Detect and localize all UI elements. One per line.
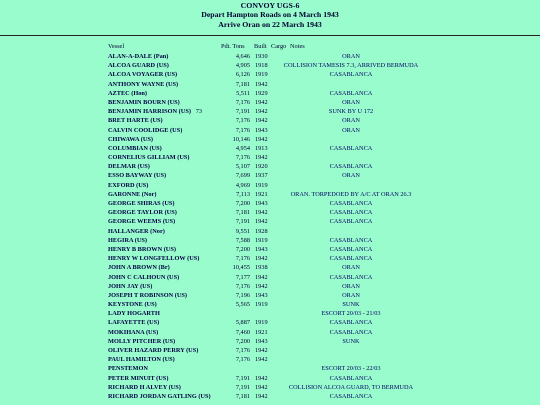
built-year: 1942 <box>255 255 268 263</box>
tonnage: 5,511 <box>236 89 250 97</box>
table-row <box>0 355 540 364</box>
tonnage: 7,191 <box>235 108 250 116</box>
built-year: 1918 <box>255 62 268 70</box>
tonnage: 7,200 <box>235 200 250 207</box>
vessel-name: JOHN A BROWN (Br) <box>108 264 170 272</box>
vessel-name: LADY HOGARTH <box>108 310 160 318</box>
tonnage: 7,191 <box>235 374 250 382</box>
notes: ORAN <box>342 126 360 134</box>
table-row <box>0 273 540 282</box>
vessel-name: KEYSTONE (US) <box>108 301 157 309</box>
table-row <box>0 162 540 171</box>
built-year: 1921 <box>255 328 268 336</box>
notes: CASABLANCA <box>329 328 373 336</box>
notes: CASABLANCA <box>329 163 373 171</box>
table-row <box>0 328 540 337</box>
notes: CASABLANCA <box>329 218 373 226</box>
tonnage: 7,176 <box>235 347 250 354</box>
tonnage: 7,200 <box>235 245 250 253</box>
built-year: 1942 <box>255 117 268 125</box>
table-row <box>0 98 540 107</box>
table-row <box>0 291 540 300</box>
notes: CASABLANCA <box>329 236 373 244</box>
tonnage: 7,176 <box>235 126 250 134</box>
tonnage: 7,176 <box>235 282 250 290</box>
notes: SUNK BY U 172 <box>328 108 374 116</box>
notes: ORAN. TORPEDOED BY A/C AT ORAN 26.3 <box>290 190 412 198</box>
tonnage: 7,196 <box>235 291 250 299</box>
built-year: 1920 <box>255 163 268 171</box>
table-row <box>0 144 540 153</box>
built-year: 1943 <box>255 126 268 134</box>
table-row <box>0 254 540 263</box>
notes: COLLISION TAMESIS 7.3, ARRIVED BERMUDA <box>283 62 419 70</box>
built-year: 1919 <box>255 71 268 79</box>
tonnage: 5,887 <box>235 319 250 327</box>
notes: ORAN <box>342 264 360 272</box>
vessel-name: AZTEC (Hon) <box>108 89 148 97</box>
vessel-name: ANTHONY WAYNE (US) <box>108 80 179 88</box>
notes: ESCORT 20/03 - 22/03 <box>321 365 381 373</box>
column-header-vessel: Vessel <box>108 43 125 50</box>
notes: ORAN <box>342 53 360 60</box>
table-row <box>0 116 540 125</box>
tonnage: 10,146 <box>232 135 250 143</box>
vessel-name: GEORGE TAYLOR (US) <box>108 209 177 217</box>
tonnage: 7,113 <box>236 190 250 198</box>
tonnage: 7,176 <box>235 255 250 263</box>
built-year: 1942 <box>255 135 268 143</box>
built-year: 1937 <box>255 172 268 180</box>
built-year: 1930 <box>255 53 268 60</box>
notes: CASABLANCA <box>329 89 373 97</box>
vessel-name: HALLANGER (Nor) <box>108 227 165 235</box>
vessel-name: GEORGE SHIRAS (US) <box>108 200 175 207</box>
table-row <box>0 208 540 217</box>
notes: CASABLANCA <box>329 144 373 152</box>
vessel-name: MOKIHANA (US) <box>108 328 159 336</box>
built-year: 1943 <box>255 200 268 207</box>
table-row <box>0 52 540 61</box>
vessel-name: HENRY B BROWN (US) <box>108 245 176 253</box>
vessel-name: CALVIN COOLIDGE (US) <box>108 126 183 134</box>
row-code: 73 <box>195 108 202 116</box>
table-row <box>0 364 540 373</box>
notes: CASABLANCA <box>329 392 373 400</box>
table-row <box>0 171 540 180</box>
built-year: 1942 <box>255 392 268 400</box>
built-year: 1919 <box>255 319 268 327</box>
built-year: 1942 <box>255 282 268 290</box>
vessel-name: RICHARD JORDAN GATLING (US) <box>108 392 211 400</box>
tonnage: 7,176 <box>235 117 250 125</box>
page-header <box>0 1 540 29</box>
table-row <box>0 282 540 291</box>
table-row <box>0 392 540 401</box>
vessel-name: LAFAYETTE (US) <box>108 319 160 327</box>
tonnage: 7,181 <box>235 392 250 400</box>
table-row <box>0 181 540 190</box>
table-row <box>0 70 540 79</box>
notes: CASABLANCA <box>329 71 373 79</box>
built-year: 1919 <box>255 301 268 309</box>
built-year: 1943 <box>255 337 268 345</box>
notes: SUNK <box>342 337 360 345</box>
vessel-name: CHIWAWA (US) <box>108 135 153 143</box>
table-row <box>0 89 540 98</box>
vessel-name: HEGIRA (US) <box>108 236 148 244</box>
column-header-tons: Pdt. Tons <box>221 43 245 50</box>
departure-line: Depart Hampton Roads on 4 March 1943 <box>201 10 339 20</box>
column-header-built: Built <box>254 43 267 50</box>
tonnage: 7,176 <box>235 356 250 364</box>
built-year: 1928 <box>255 227 268 235</box>
table-row <box>0 107 540 116</box>
notes: CASABLANCA <box>329 245 373 253</box>
built-year: 1919 <box>255 236 268 244</box>
notes: SUNK <box>342 301 360 309</box>
table-row <box>0 383 540 392</box>
table-row <box>0 135 540 144</box>
tonnage: 7,176 <box>235 154 250 162</box>
vessel-name: HENRY W LONGFELLOW (US) <box>108 255 200 263</box>
tonnage: 7,181 <box>235 80 250 88</box>
vessel-name: BENJAMIN BOURN (US) <box>108 98 180 106</box>
vessel-name: DELMAR (US) <box>108 163 150 171</box>
notes: CASABLANCA <box>329 200 373 207</box>
tonnage: 7,588 <box>235 236 250 244</box>
tonnage: 7,191 <box>235 383 250 391</box>
table-row <box>0 245 540 254</box>
vessel-name: GEORGE WEEMS (US) <box>108 218 176 226</box>
vessel-name: GARONNE (Nor) <box>108 190 157 198</box>
built-year: 1943 <box>255 245 268 253</box>
built-year: 1913 <box>255 144 268 152</box>
table-row <box>0 126 540 135</box>
tonnage: 4,646 <box>235 53 250 60</box>
vessel-name: EXFORD (US) <box>108 181 149 189</box>
tonnage: 5,565 <box>235 301 250 309</box>
tonnage: 7,181 <box>235 209 250 217</box>
table-row <box>0 236 540 245</box>
arrival-line: Arrive Oran on 22 March 1943 <box>218 19 322 29</box>
tonnage: 7,191 <box>235 218 250 226</box>
vessel-name: ESSO BAYWAY (US) <box>108 172 167 180</box>
built-year: 1938 <box>255 264 268 272</box>
tonnage: 5,107 <box>235 163 250 171</box>
notes: CASABLANCA <box>329 319 373 327</box>
table-row <box>0 227 540 236</box>
built-year: 1942 <box>255 209 268 217</box>
notes: ORAN <box>342 117 360 125</box>
table-row <box>0 199 540 208</box>
tonnage: 4,954 <box>235 144 250 152</box>
notes: ORAN <box>342 98 360 106</box>
vessel-table <box>0 52 540 401</box>
table-row <box>0 309 540 318</box>
tonnage: 7,176 <box>235 98 250 106</box>
vessel-name: OLIVER HAZARD PERRY (US) <box>108 347 199 354</box>
built-year: 1942 <box>255 383 268 391</box>
tonnage: 7,200 <box>235 337 250 345</box>
table-row <box>0 300 540 309</box>
vessel-name: BRET HARTE (US) <box>108 117 163 125</box>
vessel-name: ALCOA GUARD (US) <box>108 62 169 70</box>
built-year: 1919 <box>255 181 268 189</box>
vessel-name: JOSEPH T ROBINSON (US) <box>108 291 188 299</box>
tonnage: 7,177 <box>235 273 250 281</box>
built-year: 1942 <box>255 356 268 364</box>
notes: ORAN <box>342 172 360 180</box>
vessel-name: ALCOA VOYAGER (US) <box>108 71 178 79</box>
vessel-name: CORNELIUS GILLIAM (US) <box>108 154 190 162</box>
table-row <box>0 153 540 162</box>
built-year: 1942 <box>255 273 268 281</box>
built-year: 1942 <box>255 347 268 354</box>
notes: CASABLANCA <box>329 209 373 217</box>
vessel-name: PAUL HAMILTON (US) <box>108 356 175 364</box>
tonnage: 7,699 <box>235 172 250 180</box>
built-year: 1942 <box>255 218 268 226</box>
vessel-name: COLUMBIAN (US) <box>108 144 162 152</box>
built-year: 1942 <box>255 154 268 162</box>
tonnage: 10,455 <box>232 264 250 272</box>
table-row <box>0 318 540 327</box>
vessel-name: ALAN-A-DALE (Pan) <box>108 53 169 60</box>
notes: CASABLANCA <box>329 374 373 382</box>
table-row <box>0 190 540 199</box>
table-row <box>0 61 540 70</box>
vessel-name: PETER MINUIT (US) <box>108 374 169 382</box>
table-row <box>0 346 540 355</box>
table-row <box>0 80 540 89</box>
table-row <box>0 374 540 383</box>
built-year: 1921 <box>255 190 268 198</box>
table-row <box>0 337 540 346</box>
vessel-name: JOHN C CALHOUN (US) <box>108 273 180 281</box>
vessel-name: MOLLY PITCHER (US) <box>108 337 176 345</box>
vessel-name: PENSTEMON <box>108 365 148 373</box>
notes: CASABLANCA <box>329 273 373 281</box>
tonnage: 4,969 <box>235 181 250 189</box>
tonnage: 6,126 <box>235 71 250 79</box>
built-year: 1942 <box>255 98 268 106</box>
built-year: 1942 <box>255 374 268 382</box>
vessel-name: BENJAMIN HARRISON (US) <box>108 108 191 116</box>
page-title: CONVOY UGS-6 <box>240 1 300 10</box>
notes: COLLISION ALCOA GUARD, TO BERMUDA <box>288 383 414 391</box>
built-year: 1943 <box>255 291 268 299</box>
table-row <box>0 263 540 272</box>
column-header-notes: Notes <box>290 43 305 50</box>
tonnage: 7,460 <box>235 328 250 336</box>
tonnage: 4,905 <box>235 62 250 70</box>
notes: ORAN <box>342 291 360 299</box>
column-header-cargo: Cargo <box>271 43 287 50</box>
vessel-name: JOHN JAY (US) <box>108 282 153 290</box>
table-row <box>0 217 540 226</box>
notes: ESCORT 20/03 - 21/03 <box>321 310 381 318</box>
tonnage: 9,551 <box>235 227 250 235</box>
notes: ORAN <box>342 282 360 290</box>
built-year: 1942 <box>255 80 268 88</box>
vessel-name: RICHARD H ALVEY (US) <box>108 383 181 391</box>
built-year: 1929 <box>255 89 268 97</box>
built-year: 1942 <box>255 108 268 116</box>
header-divider <box>0 35 540 36</box>
notes: CASABLANCA <box>329 255 373 263</box>
column-headers <box>0 42 540 51</box>
